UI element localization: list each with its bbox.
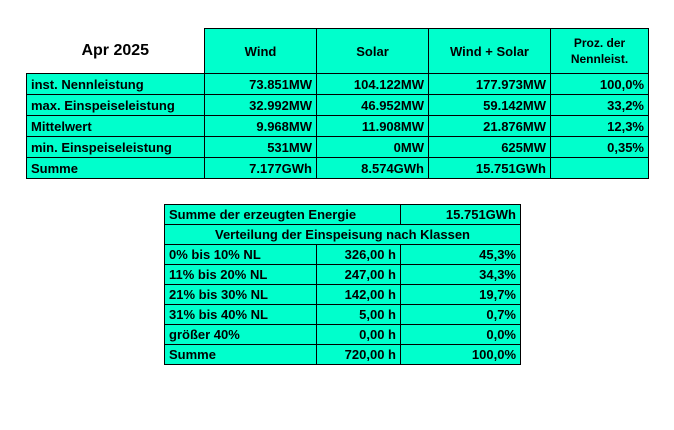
combined-value: 59.142MW — [429, 95, 551, 116]
table-row — [165, 265, 521, 285]
table-row — [165, 285, 521, 305]
class-label: 11% bis 20% NL — [165, 265, 317, 285]
header-solar: Solar — [317, 29, 429, 74]
table-row — [27, 158, 649, 179]
total-energy-value: 15.751GWh — [401, 205, 521, 225]
row-label: min. Einspeiseleistung — [27, 137, 205, 158]
percent-value: 34,3% — [401, 265, 521, 285]
table-row — [165, 245, 521, 265]
combined-value: 625MW — [429, 137, 551, 158]
table-row — [27, 116, 649, 137]
solar-value: 104.122MW — [317, 74, 429, 95]
table-row — [27, 95, 649, 116]
row-label: max. Einspeiseleistung — [27, 95, 205, 116]
hours-value: 247,00 h — [317, 265, 401, 285]
hours-value: 142,00 h — [317, 285, 401, 305]
class-label: 31% bis 40% NL — [165, 305, 317, 325]
percent-value: 0,7% — [401, 305, 521, 325]
row-label: inst. Nennleistung — [27, 74, 205, 95]
hours-value: 0,00 h — [317, 325, 401, 345]
month-title: Apr 2025 — [27, 29, 205, 74]
table-row — [165, 305, 521, 325]
header-wind-solar: Wind + Solar — [429, 29, 551, 74]
table-row — [165, 325, 521, 345]
row-label: Mittelwert — [27, 116, 205, 137]
wind-value: 7.177GWh — [205, 158, 317, 179]
percent-value: 100,0% — [401, 345, 521, 365]
wind-value: 9.968MW — [205, 116, 317, 137]
table-row — [27, 137, 649, 158]
class-label: 21% bis 30% NL — [165, 285, 317, 305]
class-label: größer 40% — [165, 325, 317, 345]
combined-value: 177.973MW — [429, 74, 551, 95]
solar-value: 11.908MW — [317, 116, 429, 137]
header-wind: Wind — [205, 29, 317, 74]
percent-value: 45,3% — [401, 245, 521, 265]
percent-value: 12,3% — [551, 116, 649, 137]
percent-value — [551, 158, 649, 179]
wind-value: 32.992MW — [205, 95, 317, 116]
combined-value: 21.876MW — [429, 116, 551, 137]
total-energy-label: Summe der erzeugten Energie — [165, 205, 401, 225]
wind-value: 73.851MW — [205, 74, 317, 95]
total-energy-row — [165, 205, 521, 225]
percent-value: 100,0% — [551, 74, 649, 95]
section-title-row — [165, 225, 521, 245]
header-row — [27, 29, 649, 74]
hours-value: 5,00 h — [317, 305, 401, 325]
percent-value: 33,2% — [551, 95, 649, 116]
table-row — [165, 345, 521, 365]
percent-value: 0,0% — [401, 325, 521, 345]
hours-value: 720,00 h — [317, 345, 401, 365]
distribution-title: Verteilung der Einspeisung nach Klassen — [165, 225, 521, 245]
wind-value: 531MW — [205, 137, 317, 158]
header-percent-rated: Proz. der Nennleist. — [551, 29, 649, 74]
solar-value: 8.574GWh — [317, 158, 429, 179]
distribution-table — [164, 204, 521, 365]
combined-value: 15.751GWh — [429, 158, 551, 179]
class-label: 0% bis 10% NL — [165, 245, 317, 265]
percent-value: 0,35% — [551, 137, 649, 158]
percent-value: 19,7% — [401, 285, 521, 305]
solar-value: 0MW — [317, 137, 429, 158]
power-summary-table — [26, 28, 649, 179]
solar-value: 46.952MW — [317, 95, 429, 116]
class-label: Summe — [165, 345, 317, 365]
row-label: Summe — [27, 158, 205, 179]
hours-value: 326,00 h — [317, 245, 401, 265]
table-row — [27, 74, 649, 95]
